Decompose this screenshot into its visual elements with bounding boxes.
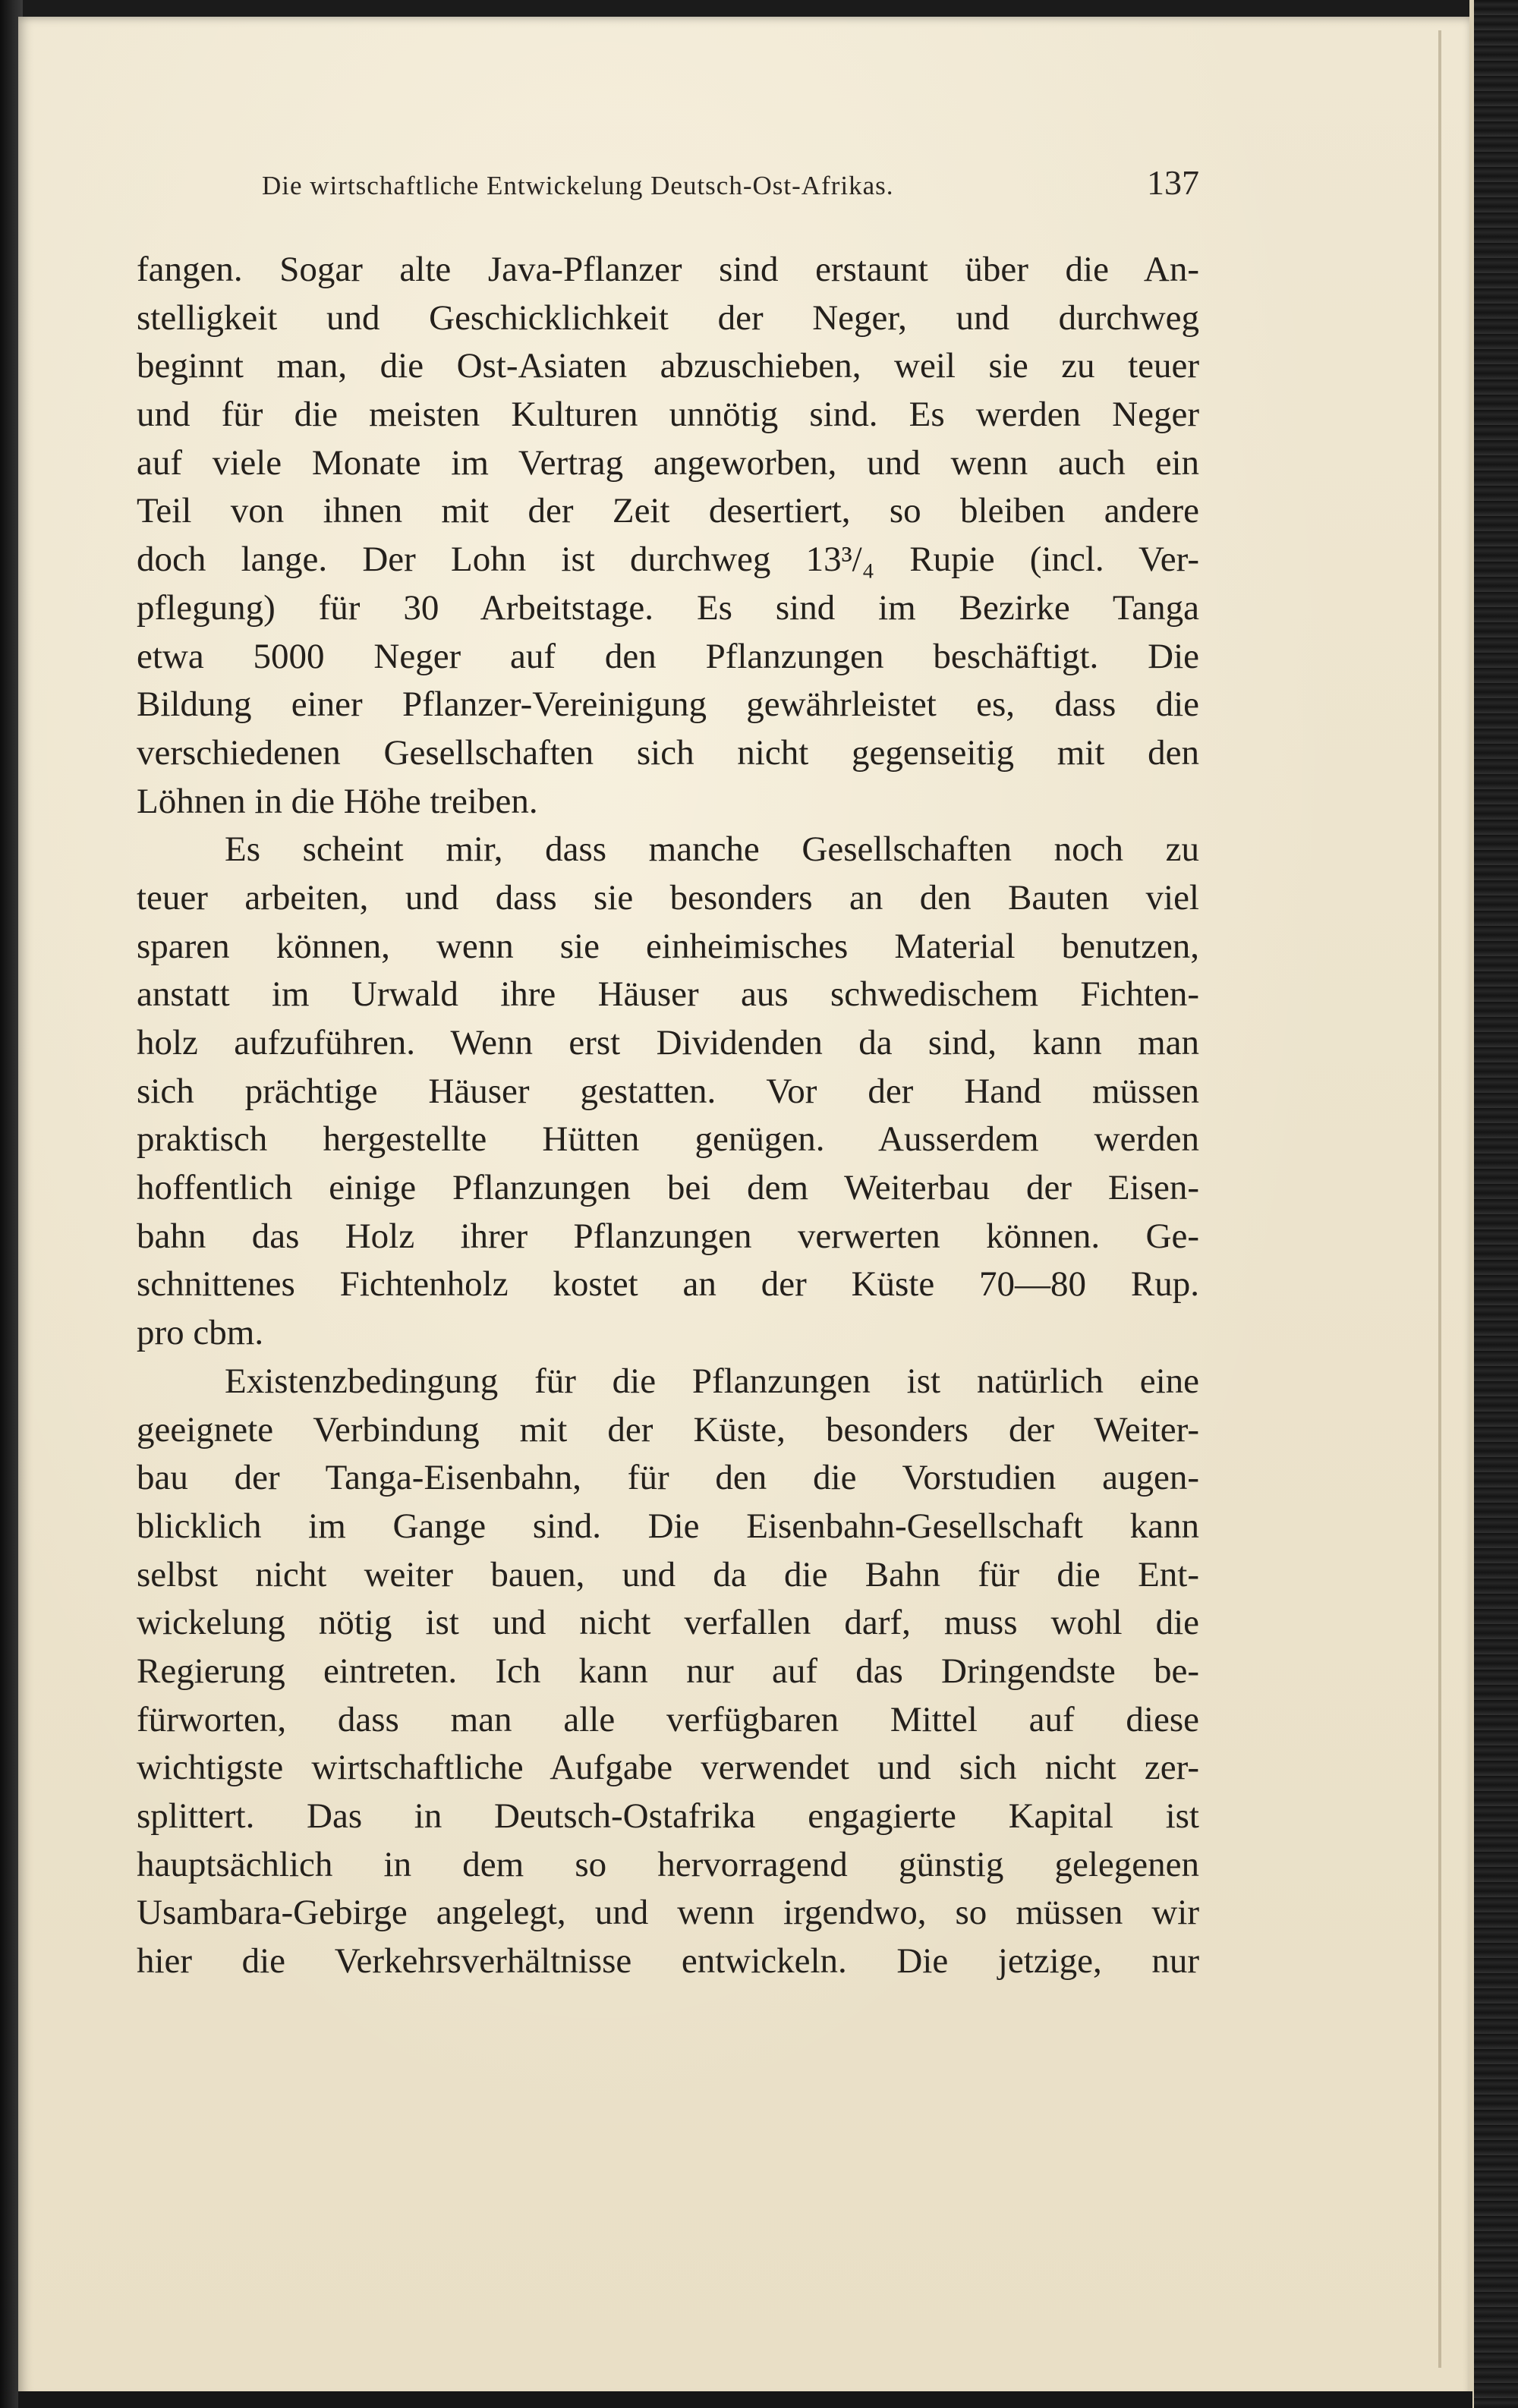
right-cover-edge <box>1469 0 1518 2408</box>
paragraph-1 <box>137 246 1199 826</box>
text-line: Bildung einer Pflanzer-Vereinigung gewährleistet es, dass die <box>137 685 1199 725</box>
text-line: wickelung nötig ist und nicht verfallen darf, muss wohl die <box>137 1603 1199 1643</box>
text-line: fürworten, dass man alle verfügbaren Mittel auf diese <box>137 1699 1199 1739</box>
text-line: Es scheint mir, dass manche Gesellschaften noch zu <box>225 829 1199 870</box>
text-line: doch lange. Der Lohn ist durchweg 13³/₄ Rupie (incl. Ver- <box>137 540 1199 580</box>
text-line: Existenzbedingung für die Pflanzungen ist natürlich eine <box>225 1361 1199 1401</box>
text-line: Löhnen in die Höhe treiben. <box>137 781 538 821</box>
text-line: geeignete Verbindung mit der Küste, besonders der Weiter- <box>137 1409 1199 1450</box>
page-number: 137 <box>1147 163 1199 202</box>
text-line: hier die Verkehrsverhältnisse entwickeln. Die jetzige, nur <box>137 1941 1199 1981</box>
text-line: schnittenes Fichtenholz kostet an der Küste 70—80 Rup. <box>137 1264 1199 1305</box>
text-line: Usambara-Gebirge angelegt, und wenn irgendwo, so müssen wir <box>137 1893 1199 1933</box>
body-text <box>137 246 1199 1986</box>
paragraph-3 <box>137 1358 1199 1986</box>
text-line: hauptsächlich in dem so hervorragend günstig gelegenen <box>137 1844 1199 1884</box>
text-line: pflegung) für 30 Arbeitstage. Es sind im Bezirke Tanga <box>137 587 1199 628</box>
bottom-edge <box>18 2391 1472 2408</box>
text-line: wichtigste wirtschaftliche Aufgabe verwendet und sich nicht zer- <box>137 1748 1199 1788</box>
text-line: selbst nicht weiter bauen, und da die Bahn für die Ent- <box>137 1554 1199 1594</box>
text-line: sich prächtige Häuser gestatten. Vor der Hand müssen <box>137 1071 1199 1111</box>
text-line: bau der Tanga-Eisenbahn, für den die Vorstudien augen- <box>137 1458 1199 1498</box>
text-line: Regierung eintreten. Ich kann nur auf das Dringendste be- <box>137 1651 1199 1691</box>
text-line: holz aufzuführen. Wenn erst Dividenden da sind, kann man <box>137 1023 1199 1062</box>
text-line: fangen. Sogar alte Java-Pflanzer sind erstaunt über die An- <box>137 250 1199 289</box>
text-line: sparen können, wenn sie einheimisches Material benutzen, <box>137 926 1199 966</box>
text-line: bahn das Holz ihrer Pflanzungen verwerten können. Ge- <box>137 1216 1199 1256</box>
text-line: hoffentlich einige Pflanzungen bei dem Weiterbau der Eisen- <box>137 1168 1199 1208</box>
text-line: und für die meisten Kulturen unnötig sind. Es werden Neger <box>137 395 1199 435</box>
text-line: verschiedenen Gesellschaften sich nicht gegenseitig mit den <box>137 732 1199 773</box>
text-line: blicklich im Gange sind. Die Eisenbahn-Gesellschaft kann <box>137 1506 1199 1546</box>
text-line: Teil von ihnen mit der Zeit desertiert, so bleiben andere <box>137 491 1199 531</box>
text-line: praktisch hergestellte Hütten genügen. Ausserdem werden <box>137 1119 1199 1160</box>
text-line: splittert. Das in Deutsch-Ostafrika engagierte Kapital ist <box>137 1796 1199 1836</box>
text-line: beginnt man, die Ost-Asiaten abzuschieben, weil sie zu teuer <box>137 346 1199 386</box>
page-header <box>262 162 1199 208</box>
text-line: auf viele Monate im Vertrag angeworben, und wenn auch ein <box>137 442 1199 483</box>
text-line: stelligkeit und Geschicklichkeit der Neger, und durchweg <box>137 297 1199 338</box>
text-line: pro cbm. <box>137 1313 264 1353</box>
paragraph-2 <box>137 826 1199 1358</box>
page-edge-line <box>1438 30 1441 2368</box>
text-line: etwa 5000 Neger auf den Pflanzungen beschäftigt. Die <box>137 636 1199 676</box>
text-line: teuer arbeiten, und dass sie besonders an den Bauten viel <box>137 877 1199 918</box>
text-line: anstatt im Urwald ihre Häuser aus schwedischem Fichten- <box>137 974 1199 1015</box>
running-head: Die wirtschaftliche Entwickelung Deutsch-Ost-Afrikas. <box>262 171 894 200</box>
